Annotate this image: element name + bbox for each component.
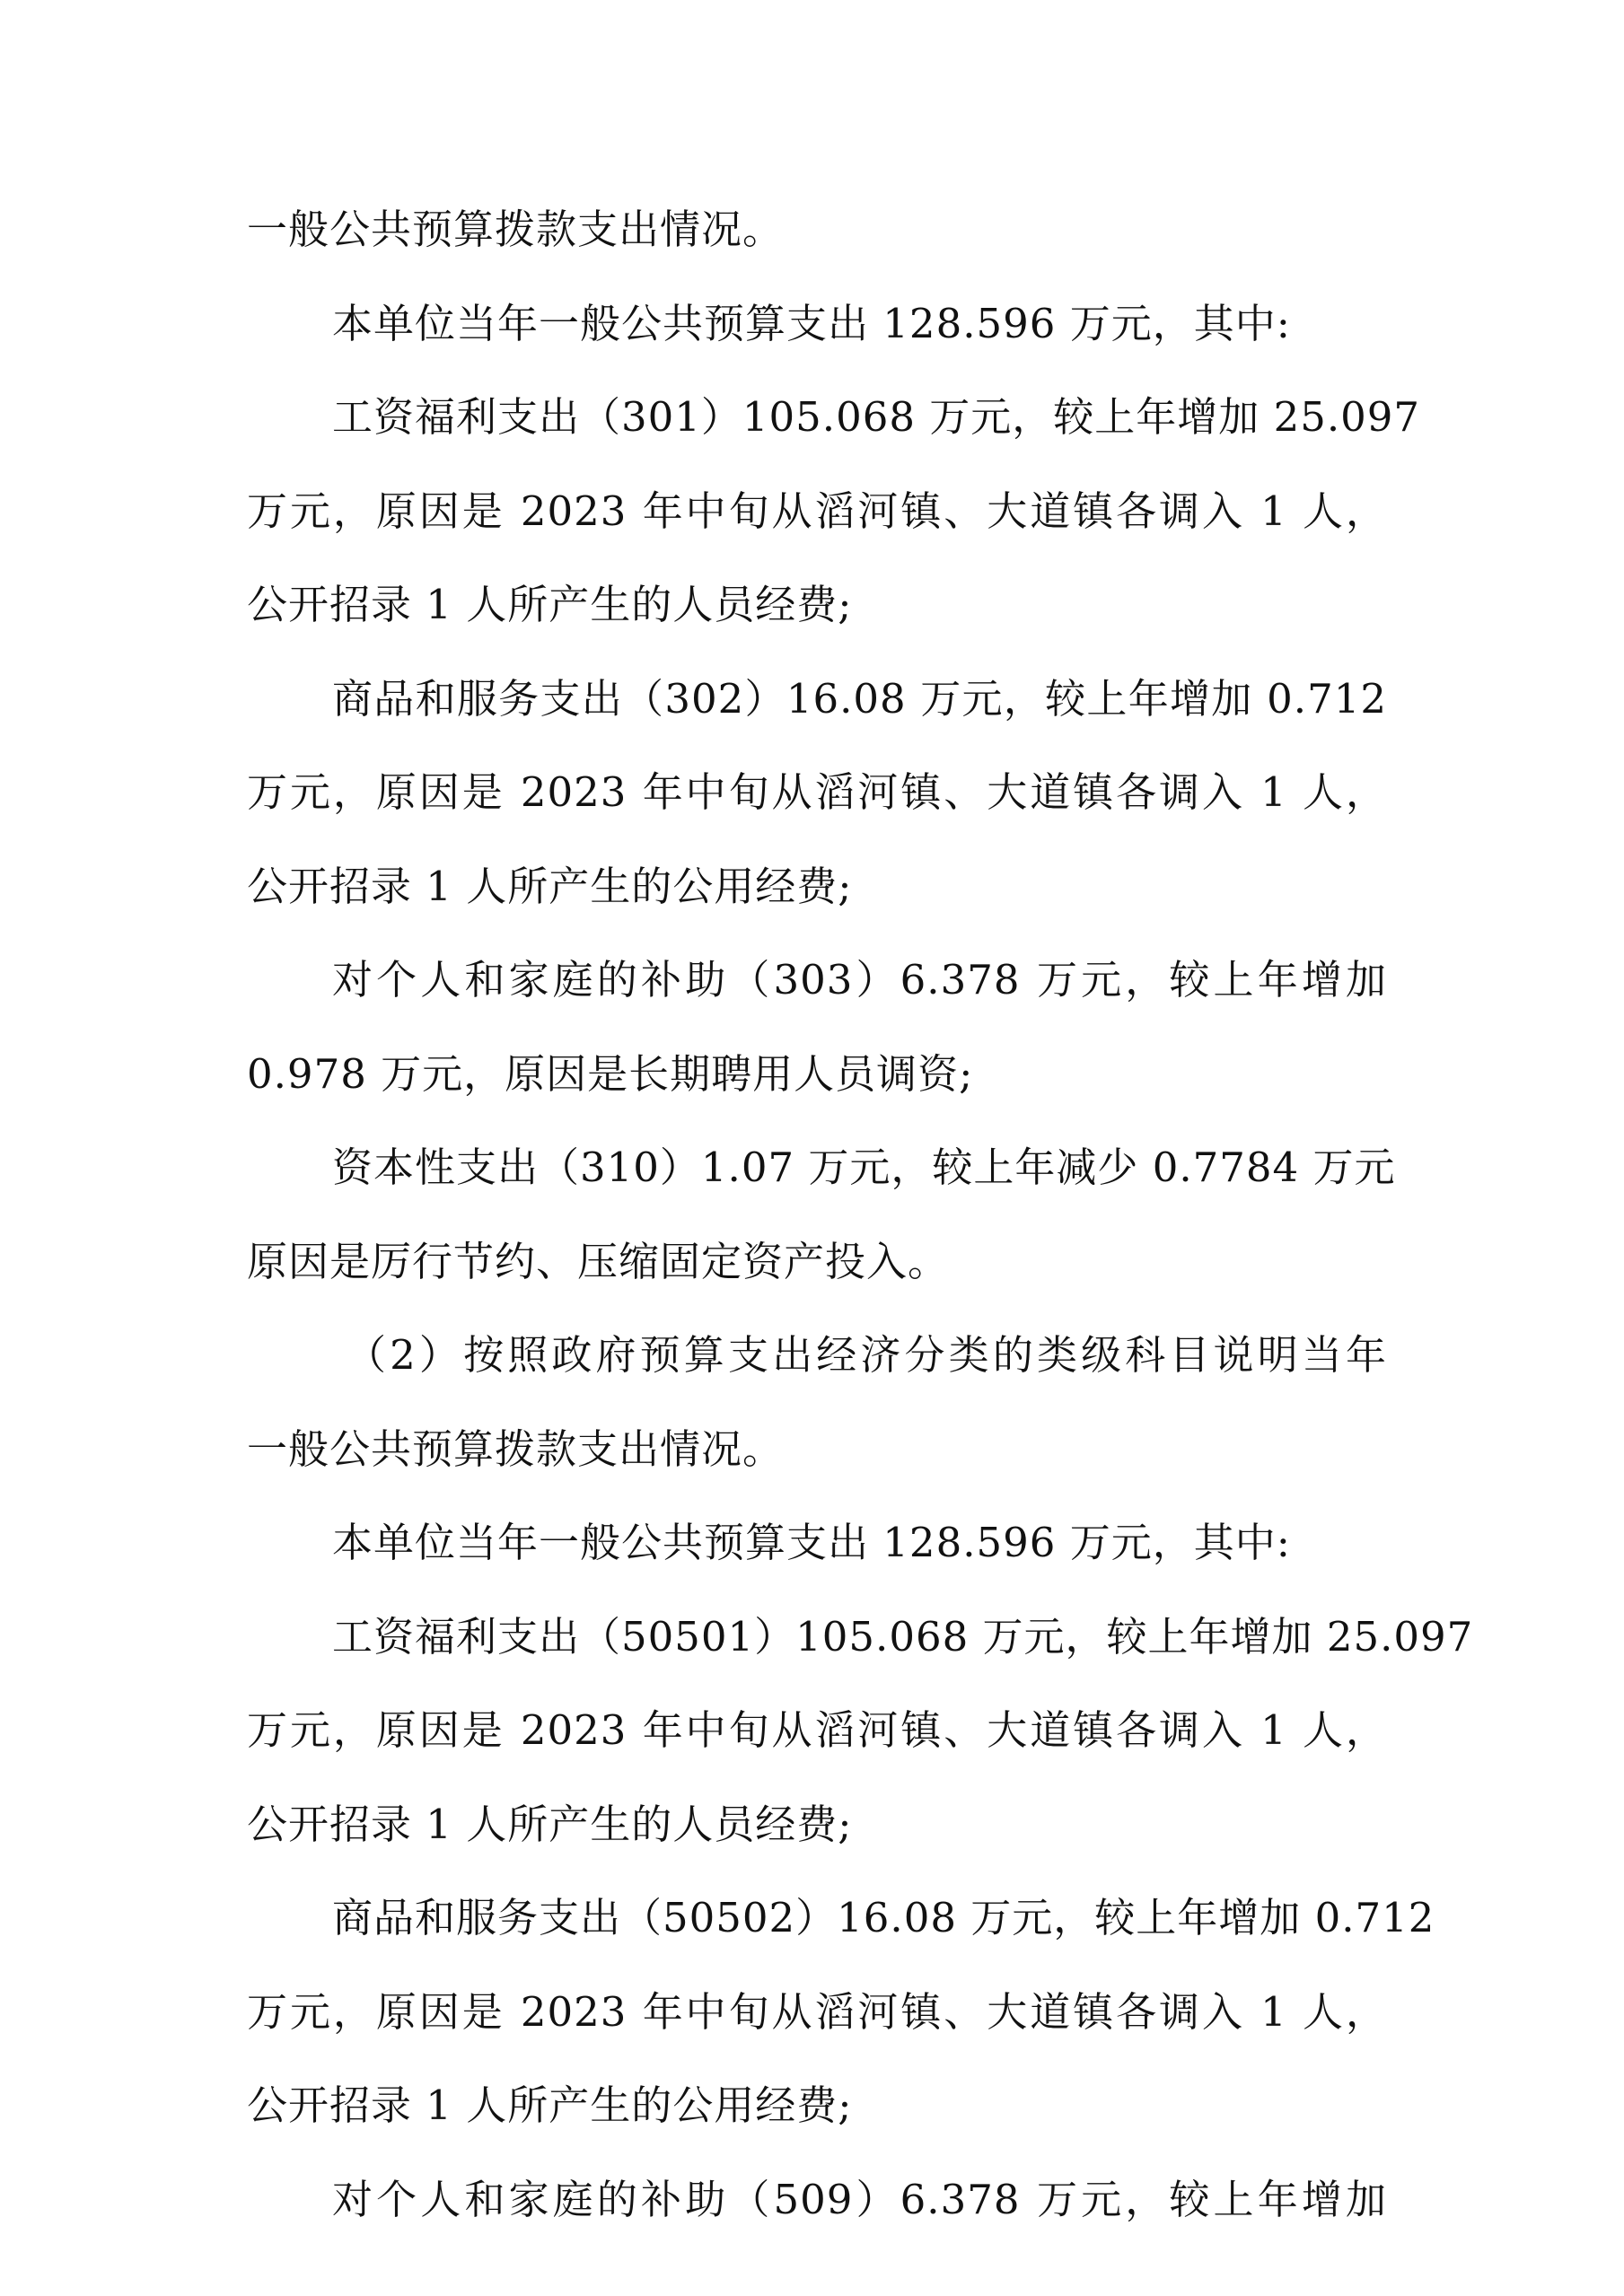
text-line: 公开招录 1 人所产生的人员经费; — [247, 581, 853, 628]
text-line: 万元，原因是 2023 年中旬从滔河镇、大道镇各调入 1 人， — [247, 1987, 1387, 2036]
text-line: 公开招录 1 人所产生的人员经费; — [247, 1800, 853, 1848]
text-line: 资本性支出（310）1.07 万元，较上年减少 0.7784 万元 — [332, 1144, 1396, 1191]
text-line: 本单位当年一般公共预算支出 128.596 万元，其中: — [332, 299, 1291, 347]
text-line: 本单位当年一般公共预算支出 128.596 万元，其中: — [332, 1519, 1291, 1566]
text-line: 一般公共预算拨款支出情况。 — [247, 206, 785, 253]
text-line: 对个人和家庭的补助（509）6.378 万元，较上年增加 — [332, 2175, 1387, 2223]
text-line: （2）按照政府预算支出经济分类的类级科目说明当年 — [346, 1331, 1387, 1379]
text-line: 一般公共预算拨款支出情况。 — [247, 1424, 785, 1473]
text-line: 商品和服务支出（302）16.08 万元，较上年增加 0.712 — [332, 674, 1387, 723]
text-line: 工资福利支出（301）105.068 万元，较上年增加 25.097 — [332, 393, 1421, 441]
text-line: 原因是厉行节约、压缩固定资产投入。 — [247, 1237, 950, 1285]
text-line: 公开招录 1 人所产生的公用经费; — [247, 862, 853, 910]
text-line: 万元，原因是 2023 年中旬从滔河镇、大道镇各调入 1 人， — [247, 1706, 1387, 1754]
text-line: 万元，原因是 2023 年中旬从滔河镇、大道镇各调入 1 人， — [247, 486, 1387, 535]
text-line: 工资福利支出（50501）105.068 万元，较上年增加 25.097 — [332, 1612, 1474, 1661]
text-line: 对个人和家庭的补助（303）6.378 万元，较上年增加 — [332, 956, 1387, 1003]
text-line: 公开招录 1 人所产生的公用经费; — [247, 2081, 853, 2129]
text-line: 万元，原因是 2023 年中旬从滔河镇、大道镇各调入 1 人， — [247, 768, 1387, 816]
text-line: 商品和服务支出（50502）16.08 万元，较上年增加 0.712 — [332, 1894, 1435, 1941]
text-line: 0.978 万元，原因是长期聘用人员调资; — [247, 1049, 974, 1098]
